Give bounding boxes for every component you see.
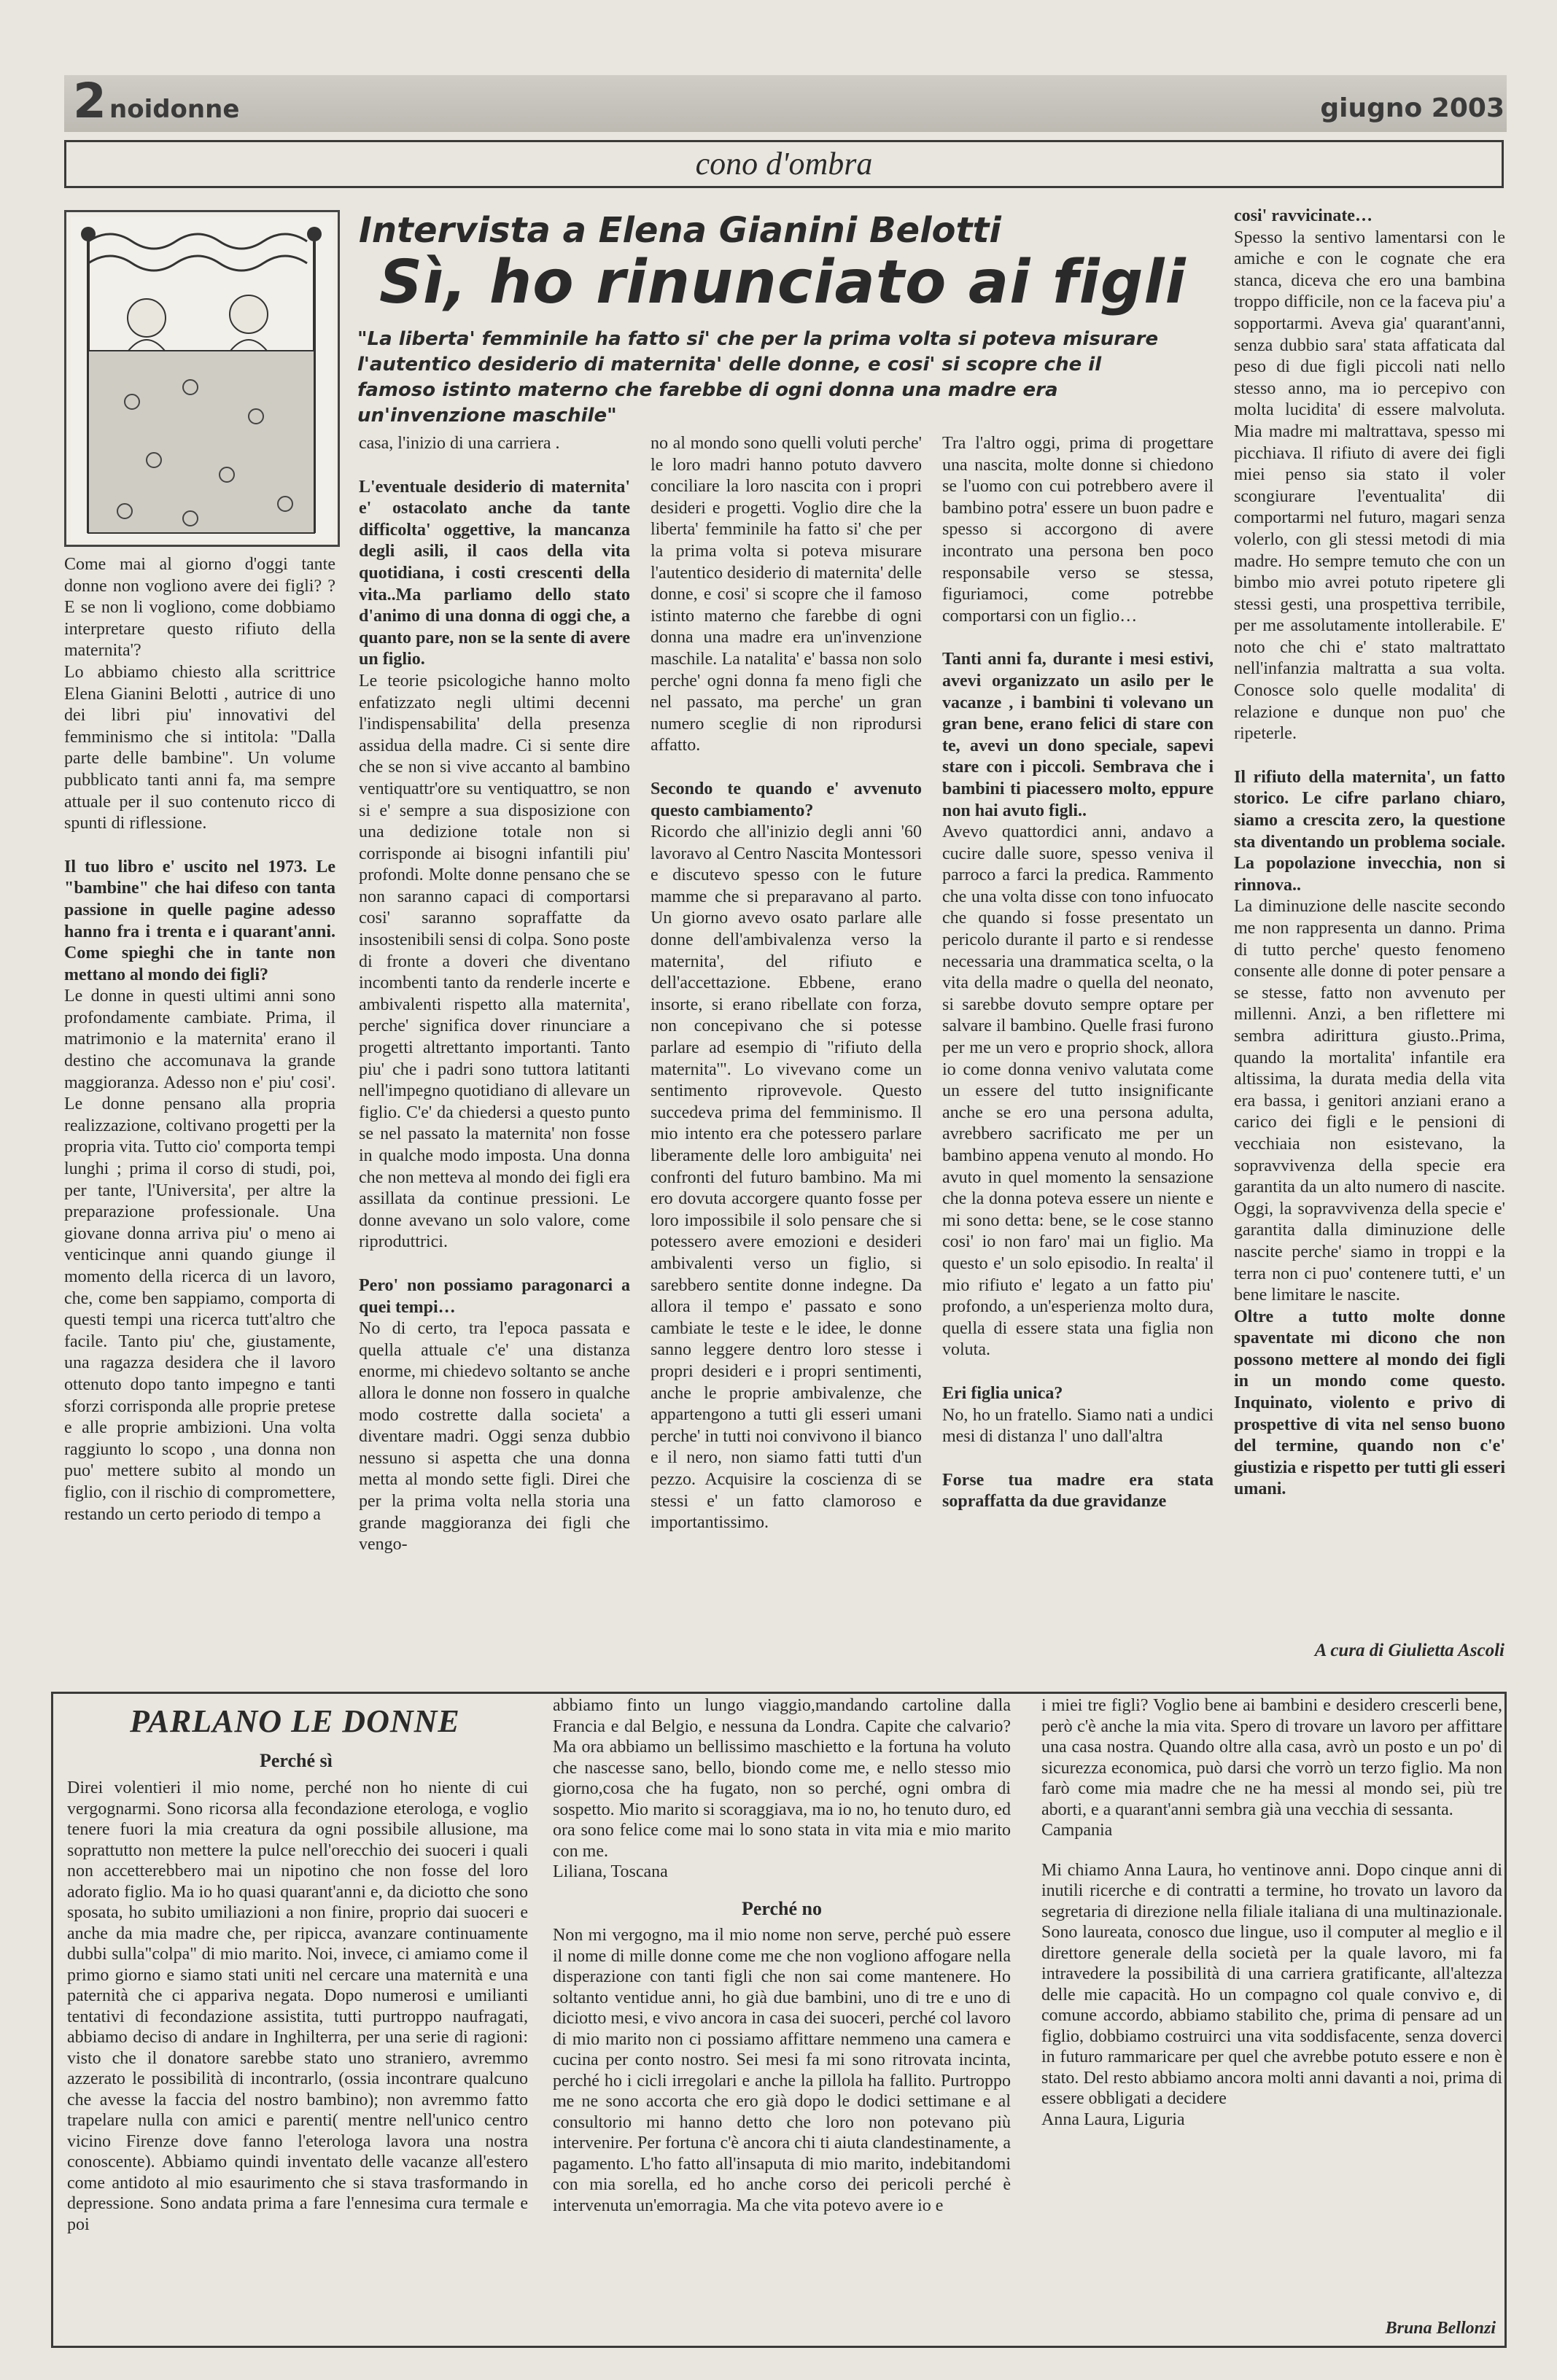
box-title: PARLANO LE DONNE bbox=[130, 1703, 460, 1739]
page-number: 2 bbox=[73, 73, 106, 129]
section-title: cono d'ombra bbox=[64, 140, 1504, 188]
testimonial-text: Mi chiamo Anna Laura, ho ventinove anni. Dopo cinque anni di inutili ricerche e di contratti a termine, ho trovato un lavoro da segretaria di direzione nella filiale italiana di una multinazionale. Sono laureata, conosco due lingue, uso il computer al meglio e il direttore generale della società per la quale lavoro, mi fa intravedere la possibilità di una carriera gratificante, all'altezza delle mie capacità. Ho un compagno col quale convivo e, di comune accordo, abbiamo stabilito che, prima di pensare ad un figlio, dobbiamo costruirci una vita soddisfacente, senza doverci in futuro rammaricare per quel che avrebbe potuto essere e non è stato. Del resto abbiamo ancora molti anni davanti a noi, prima di essere obbligati a decidere bbox=[1041, 1860, 1502, 2108]
testimonial-signature: Anna Laura, Liguria bbox=[1041, 2109, 1185, 2129]
paragraph: Avevo quattordici anni, andavo a cucire dalle suore, spesso veniva il parroco a farci la predica. Rammento che una volta disse con tono infuocato che quando si fosse presentato un pericolo durante il parto e si rendesse necessaria una drammatica scelta, o la vita della madre o quella del neonato, si sarebbe dovuto sempre optare per salvare il bambino. Quelle frasi furono per me un vero e proprio shock, allora io come donna venivo valutata come un essere del tutto insignificante anche se ero una persona adulta, avrebbero sacrificato me per un bambino appena venuto al mondo. Ho avuto in quel momento la sensazione che la donna poteva essere un niente e mi sono detta: bene, se le cose stanno cosi' io non faro' mai un figlio. Ma questo e' un solo episodio. In realta' il mio rifiuto e' legato a un fatto piu' profondo, a un'esperienza molto dura, quella di essere stata una figlia non voluta. bbox=[942, 822, 1214, 1360]
subheading-no: Perché no bbox=[742, 1897, 822, 1919]
article-column-4 bbox=[942, 433, 1214, 1513]
testimonial-text: abbiamo finto un lungo viaggio,mandando cartoline dalla Francia e dal Belgio, e nessuna da Londra. Capite che calvario? Ma ora abbiamo un bellissimo maschietto e la fortuna ha voluto che nascesse sano, bello, biondo come me, e nello stesso mio giorno,cosa che ha fugato, non so perché, ogni ombra di sospetto. Mio marito si scoraggiava, ma io no, ho tenuto duro, ed ora sono felice come mai lo sono stata in vita mia e mio marito con me. bbox=[553, 1696, 1011, 1861]
article-byline: A cura di Giulietta Ascoli bbox=[1314, 1641, 1504, 1660]
article-kicker: Intervista a Elena Gianini Belotti bbox=[359, 210, 1001, 251]
paragraph: no al mondo sono quelli voluti perche' le loro madri hanno potuto davvero conciliare la loro nascita con i propri desideri e progetti. Voglio dire che la liberta' femminile ha fatto si' che per la prima volta si poteva misurare l'autentico desiderio di maternita' delle donne, e cosi' si scopre che il famoso istinto materno che farebbe di ogni donna una madre era un'invenzione maschile. La natalita' e' bassa non solo perche' ogni donna fa meno figli che nel passato, ma perche' un gran numero sceglie di non riprodursi affatto. bbox=[651, 434, 922, 755]
testimonial-text: Direi volentieri il mio nome, perché non ho niente di cui vergognarmi. Sono ricorsa alla fecondazione eterologa, e voglio tenere fuori la mia creatura da ogni possibile allusione, ma soprattutto non mettere la pulce nell'orecchio dei suoceri i quali non accetterebbero mai un nipotino che non fosse del loro adorato figlio. Ma io ho quasi quarant'anni e, da diciotto che sono sposata, ho subito umiliazioni a non finire, proprio dai suoceri e anche da mia madre che, per ripicca, avanzare continuamente dubbi sulla"colpa" di mio marito. Noi, invece, ci amiamo come il primo giorno e siamo stati uniti nel cercare una maternità e una paternità che ci appariva negata. Dopo numerosi e umilianti tentativi di fecondazione assistita, tutti purtroppo naufragati, abbiamo deciso di andare in Inghilterra, per una serie di ragioni: visto che il donatore sarebbe stato uno straniero, avremmo azzerato le possibilità di incontrarlo, (ossia incontrare qualcuno che avesse la faccia del nostro bambino); non avremmo fatto trapelare nulla con amici e parenti( mentre nell'unico centro vicino Firenze dove fanno l'eterologa lavora una nostra conoscente). Abbiamo quindi inventato delle vacanze all'estero come antidoto al mio esaurimento che si stava trasformando in depressione. Sono andata prima a fare l'ennesima cura termale e poi bbox=[67, 1778, 528, 2234]
publication-name: noidonne bbox=[109, 95, 240, 124]
bed-illustration bbox=[64, 210, 340, 547]
article-column-2 bbox=[359, 433, 630, 1556]
box-signature: Bruna Bellonzi bbox=[1385, 2319, 1496, 2338]
article-column-1 bbox=[64, 554, 335, 1525]
paragraph: Le teorie psicologiche hanno molto enfatizzato negli ultimi decenni l'indispensabilita' della presenza assidua della madre. Ci si sente dire che se non si vive accanto al bambino ventiquattr'ore su ventiquattro, se non si e' sempre a sua disposizione con una dedizione totale non si corrisponde ai bisogni infantili piu' profondi. Molte donne pensano che se non saranno capaci di comportarsi cosi' saranno sopraffatte da insostenibili sensi di colpa. Sono poste di fronte a doveri che diventano incombenti tanto da renderle incerte e ambivalenti rispetto alla maternita', perche' significa dover rinunciare a progetti altrettanto importanti. Tanto piu' che i padri sono tuttora latitanti nell'impegno quotidiano di allevare un figlio. C'e' da chiedersi a questo punto se nel passato la maternita' non fosse in qualche modo imposta. Una donna che non metteva al mondo dei figli era assillata da continue pressioni. Le donne avevano un solo valore, come riproduttrici. bbox=[359, 671, 630, 1252]
box-column-1 bbox=[67, 1778, 528, 2235]
article-column-5 bbox=[1234, 206, 1505, 1501]
couple-in-bed-drawing bbox=[66, 212, 338, 545]
interview-question: Eri figlia unica? bbox=[942, 1383, 1063, 1403]
article-column-3 bbox=[651, 433, 922, 1534]
interview-question: Secondo te quando e' avvenuto questo cambiamento? bbox=[651, 779, 922, 820]
paragraph: La diminuzione delle nascite secondo me non rappresenta un danno. Prima di tutto perche' questo fenomeno consente alle donne di poter pensare a se stesse, fatto non avvenuto per millenni. Anzi, a ben riflettere mi sembra adirittura giusto..Prima, quando la mortalita' infantile era altissima, la durata media della vita era bassa, i genitori anziani erano a carico dei figli e le pensioni di vecchiaia non esistevano, la sopravvivenza della specie era garantita da un alto numero di nascite. Oggi, la sopravvivenza della specie e' garantita dalla diminuzione delle nascite perche' siamo in troppi e la terra non ci puo' contenere tutti, e' un bene limitare le nascite. bbox=[1234, 897, 1505, 1305]
interview-question: cosi' ravvicinate… bbox=[1234, 206, 1372, 225]
testimonial-signature: Campania bbox=[1041, 1821, 1113, 1840]
paragraph: No di certo, tra l'epoca passata e quella attuale c'e' una distanza enorme, mi chiedevo soltanto se anche allora le donne non fossero in qualche modo costrette dalla societa' a diventare madri. Oggi senza dubbio nessuno si aspetta che una donna metta al mondo sette figli. Direi che per la prima volta nella storia una grande maggioranza dei figli che vengo- bbox=[359, 1319, 630, 1555]
article-deck: "La liberta' femminile ha fatto si' che per la prima volta si poteva misurare l'autentico desiderio di maternita' delle donne, e cosi' si scopre che il famoso istinto materno che farebbe di ogni donna una madre era un'invenzione maschile" bbox=[357, 328, 1159, 427]
paragraph: Tra l'altro oggi, prima di progettare una nascita, molte donne si chiedono se l'uomo con cui potrebbero avere il bambino potra' essere un buon padre e spesso si accorgono di avere incontrato una persona ben poco responsabile verso se stessa, figuriamoci, come potrebbe comportarsi con un figlio… bbox=[942, 434, 1214, 626]
interview-question: L'eventuale desiderio di maternita' e' ostacolato anche da tante difficolta' oggettive, la mancanza degli asili, il caos della vita quotidiana, i costi crescenti della vita..Ma parliamo dello stato d'animo di una donna di oggi che, a quanto pare, non se la sente di avere un figlio. bbox=[359, 477, 630, 669]
paragraph: Le donne in questi ultimi anni sono profondamente cambiate. Prima, il matrimonio e la maternita' erano il destino che accomunava la grande maggioranza. Adesso non e' piu' cosi'. Le donne pensano alla propria realizzazione, coltivano progetti per la propria vita. Tutto cio' comporta tempi lunghi ; prima il corso di studi, poi, per tante, l'Universita', per altre la preparazione professionale. Una giovane donna arriva piu' o meno ai venticinque anni quando giunge il momento della ricerca di un lavoro, che, come ben sappiamo, comporta di questi tempi una ricerca tutt'altro che facile. Tanto piu' che, giustamente, una ragazza desidera che il lavoro ottenuto dopo tanto impegno e tanti sforzi corrisponda alle proprie pretese e alle proprie ambizioni. Una volta raggiunto lo scopo , una donna non puo' mettere subito al mondo un figlio, con il rischio di compromettere, restando un certo periodo di tempo a bbox=[64, 987, 335, 1524]
subheading-yes: Perché sì bbox=[260, 1750, 333, 1771]
interview-question: Tanti anni fa, durante i mesi estivi, avevi organizzato un asilo per le vacanze , i bambini ti volevano un gran bene, erano felici di stare con te, avevi un dono speciale, sapevi stare con i piccoli. Sembrava che i bambini ti piacessero molto, eppure non hai avuto figli.. bbox=[942, 650, 1214, 820]
box-column-2 bbox=[553, 1695, 1011, 2216]
paragraph: Come mai al giorno d'oggi tante donne non vogliono avere dei figli? ? E se non li vogliono, come dobbiamo interpretare questo rifiuto della maternita'? bbox=[64, 555, 335, 661]
interview-question: Forse tua madre era stata sopraffatta da due gravidanze bbox=[942, 1470, 1214, 1512]
paragraph: Spesso la sentivo lamentarsi con le amiche e con le cognate che era stanca, diceva che ero una bambina troppo difficile, non ce la faceva piu' a sopportarmi. Aveva gia' quarant'anni, senza dubbio sara' stata affaticata dal peso di due figli piccoli nati nello stesso anno, ma io percepivo con molta lucidita' di essere malvoluta. Mia madre mi maltrattava, spesso mi picchiava. Il rifiuto di avere dei figli miei penso sia stato il voler scongiurare l'eventualita' dii comportarmi nel futuro, magari senza volerlo, con gli stessi metodi di mia madre. Ho sempre temuto che con un bimbo mio avrei potuto ripetere gli stessi gesti, una prospettiva terribile, per me assolutamente intollerabile. E' noto che chi e' stato maltrattato nell'infanzia maltratta a sua volta. Conosce solo quelle modalita' di relazione e dunque non puo' che ripeterle. bbox=[1234, 228, 1505, 744]
paragraph: Ricordo che all'inizio degli anni '60 lavoravo al Centro Nascita Montessori e discutevo spesso con le future mamme che si preparavano al parto. Un giorno avevo osato parlare alle donne dell'ambivalenza verso la maternita', del rifiuto e dell'accettazione. Ebbene, erano insorte, si erano ribellate con forza, non concepivano che si potesse parlare ad esempio di "rifiuto della maternita'". Lo vivevano come un sentimento riprovevole. Questo succedeva prima del femminismo. Il mio intento era che potessero parlare liberamente delle loro ambiguita' nei confronti del futuro bambino. Ma mi ero dovuta accorgere quanto fosse per loro impossibile il solo pensare che si potessero avere emozioni e desideri ambivalenti verso un figlio, si sarebbero sentite donne indegne. Da allora il tempo e' passato e sono cambiate le teste e le idee, le donne sanno leggere dentro loro stesse i propri desideri e i propri sentimenti, anche le proprie ambivalenze, che appartengono a tutti gli esseri umani perche' in tutti noi convivono il bianco e il nero, non siamo fatti tutti d'un pezzo. Acquisire la coscienza di se stessi e' un fatto clamoroso e importantissimo. bbox=[651, 822, 922, 1533]
testimonial-signature: Liliana, Toscana bbox=[553, 1862, 668, 1881]
interview-question: Il tuo libro e' uscito nel 1973. Le "bambine" che hai difeso con tanta passione in quelle pagine adesso hanno fra i trenta e i quarant'anni. Come spieghi che in tante non mettano al mondo dei figli? bbox=[64, 857, 335, 984]
paragraph: No, ho un fratello. Siamo nati a undici mesi di distanza l' uno dall'altra bbox=[942, 1405, 1214, 1447]
issue-date: giugno 2003 bbox=[1320, 93, 1504, 123]
interview-question: Il rifiuto della maternita', un fatto storico. Le cifre parlano chiaro, siamo a crescita zero, la questione sta diventando un problema sociale. La popolazione invecchia, non si rinnova.. bbox=[1234, 767, 1505, 895]
header-band bbox=[64, 75, 1507, 132]
interview-question: Pero' non possiamo paragonarci a quei tempi… bbox=[359, 1275, 630, 1317]
paragraph: Lo abbiamo chiesto alla scrittrice Elena Gianini Belotti , autrice di uno dei libri piu' innovativi del femminismo che si intitola: "Dalla parte delle bambine". Un volume pubblicato tanti anni fa, ma sempre attuale per il suo contenuto ricco di spunti di riflessione. bbox=[64, 662, 335, 833]
paragraph: casa, l'inizio di una carriera . bbox=[359, 434, 560, 453]
testimonial-text: i miei tre figli? Voglio bene ai bambini e desidero crescerli bene, però c'è anche la mia vita. Spero di trovare un lavoro per affittare una casa nostra. Quando oltre alla casa, avrò un posto e un po' di sicurezza economica, può darsi che vorrò un terzo figlio. Ma non farò come mia madre che ne ha messi al mondo sei, più tre aborti, e a quarant'anni sembra già una vecchia di sessanta. bbox=[1041, 1696, 1502, 1819]
testimonial-text: Non mi vergogno, ma il mio nome non serve, perché può essere il nome di mille donne come me che non vogliono affogare nella disperazione con tanti figli che non sai come mantenere. Ho soltanto ventidue anni, ho già due bambini, uno di tre e uno di diciotto mesi, e vivo ancora in casa dei suoceri, perché col lavoro di mio marito non ci possiamo affittare nemmeno una camera e cucina per conto nostro. Sei mesi fa mi sono ritrovata incinta, perché ho i cicli irregolari e anche la pillola ha fallito. Purtroppo me ne sono accorta che ero già dopo le dodici settimane e al consultorio mi hanno detto che loro non potevano più intervenire. Per fortuna c'è ancora chi ti aiuta clandestinamente, a pagamento. L'ho fatto all'insaputa di mio marito, indebitandomi con mia sorella, ed ho anche corso dei pericoli perché è intervenuta un'emorragia. Ma che vita potevo avere io e bbox=[553, 1926, 1011, 2215]
box-column-3 bbox=[1041, 1695, 1502, 2130]
paragraph: Oltre a tutto molte donne spaventate mi dicono che non possono mettere al mondo dei figli in un mondo come questo. Inquinato, violento e privo di prospettive di vita nel senso buono del termine, quando non c'e' giustizia e rispetto per tutti gli esseri umani. bbox=[1234, 1307, 1505, 1499]
article-headline: Sì, ho rinunciato ai figli bbox=[379, 248, 1187, 317]
